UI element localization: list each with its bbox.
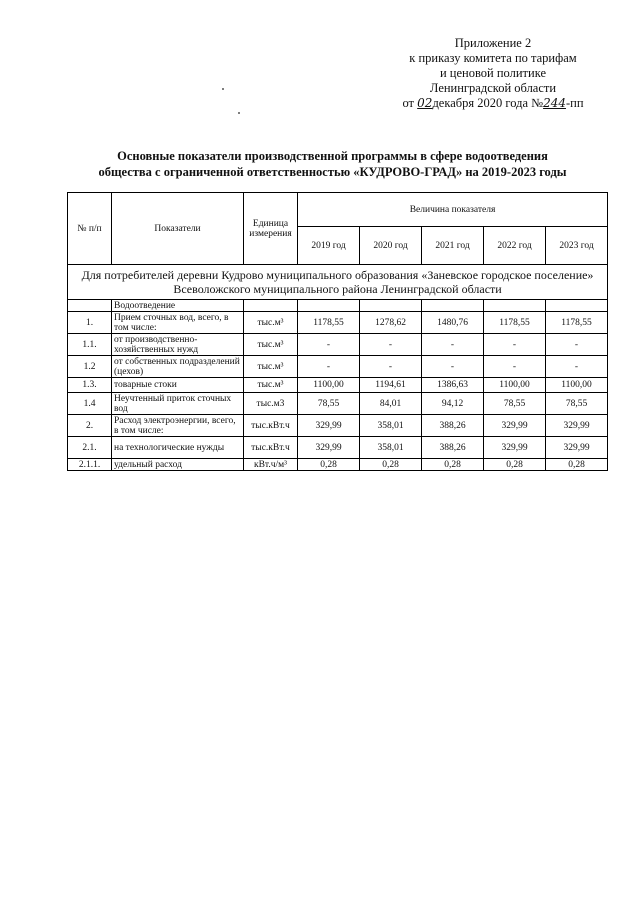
row-value: 388,26 <box>422 415 484 437</box>
row-value: 329,99 <box>546 437 608 459</box>
row-value: - <box>546 356 608 378</box>
row-value: 1178,55 <box>484 312 546 334</box>
row-indicator: Расход электроэнергии, всего, в том числе: <box>112 415 244 437</box>
section-empty-cell <box>68 300 112 312</box>
row-value: 0,28 <box>422 459 484 471</box>
section-empty-cell <box>422 300 484 312</box>
row-unit: кВт.ч/м³ <box>244 459 298 471</box>
row-value: 0,28 <box>298 459 360 471</box>
header-year: 2020 год <box>360 227 422 265</box>
table-row <box>68 356 608 378</box>
row-indicator: на технологические нужды <box>112 437 244 459</box>
table-row <box>68 437 608 459</box>
table-row <box>68 393 608 415</box>
header-unit: Единица измерения <box>244 193 298 265</box>
row-value: 1100,00 <box>484 378 546 393</box>
row-value: 329,99 <box>484 415 546 437</box>
row-value: 0,28 <box>546 459 608 471</box>
title-line-2: общества с ограниченной ответственностью «КУДРОВО-ГРАД» на 2019-2023 годы <box>98 165 567 179</box>
row-indicator: Прием сточных вод, всего, в том числе: <box>112 312 244 334</box>
row-number: 1.2 <box>68 356 112 378</box>
section-empty-cell <box>298 300 360 312</box>
row-value: 1480,76 <box>422 312 484 334</box>
row-value: 329,99 <box>546 415 608 437</box>
date-middle: декабря 2020 года № <box>432 96 544 110</box>
row-value: - <box>360 356 422 378</box>
row-value: 84,01 <box>360 393 422 415</box>
row-unit: тыс.кВт.ч <box>244 437 298 459</box>
row-number: 1.3. <box>68 378 112 393</box>
annex-header <box>378 36 608 111</box>
section-empty-cell <box>360 300 422 312</box>
table-row <box>68 415 608 437</box>
row-value: 78,55 <box>298 393 360 415</box>
header-number: № п/п <box>68 193 112 265</box>
row-value: - <box>546 334 608 356</box>
table-row <box>68 459 608 471</box>
row-value: 1178,55 <box>298 312 360 334</box>
row-value: 78,55 <box>484 393 546 415</box>
handwritten-day: 02 <box>417 96 433 110</box>
section-empty-cell <box>484 300 546 312</box>
row-value: 94,12 <box>422 393 484 415</box>
row-value: 329,99 <box>298 437 360 459</box>
row-indicator: товарные стоки <box>112 378 244 393</box>
row-value: - <box>360 334 422 356</box>
row-unit: тыс.м3 <box>244 393 298 415</box>
document-title <box>60 148 605 180</box>
header-year: 2023 год <box>546 227 608 265</box>
row-value: 1386,63 <box>422 378 484 393</box>
speck-mark <box>238 112 240 114</box>
row-value: 1278,62 <box>360 312 422 334</box>
indicators-table <box>67 192 608 471</box>
row-number: 1. <box>68 312 112 334</box>
row-value: - <box>484 334 546 356</box>
consumer-group-caption: Для потребителей деревни Кудрово муниципального образования «Заневское городское поселение» Всеволожского муниципального района Ленинградской области <box>68 265 608 300</box>
row-value: 0,28 <box>360 459 422 471</box>
table-row <box>68 334 608 356</box>
row-indicator: от собственных подразделений (цехов) <box>112 356 244 378</box>
header-year: 2022 год <box>484 227 546 265</box>
header-year: 2019 год <box>298 227 360 265</box>
row-number: 2. <box>68 415 112 437</box>
row-number: 1.1. <box>68 334 112 356</box>
row-unit: тыс.м³ <box>244 312 298 334</box>
speck-mark <box>222 88 224 90</box>
row-indicator: от производственно-хозяйственных нужд <box>112 334 244 356</box>
table-body <box>68 312 608 471</box>
row-value: 1100,00 <box>298 378 360 393</box>
table-row <box>68 378 608 393</box>
row-value: - <box>298 356 360 378</box>
section-label: Водоотведение <box>112 300 244 312</box>
row-value: - <box>422 356 484 378</box>
order-suffix: -пп <box>565 96 584 110</box>
date-prefix: от <box>402 96 415 110</box>
row-number: 2.1. <box>68 437 112 459</box>
header-year: 2021 год <box>422 227 484 265</box>
row-value: 358,01 <box>360 415 422 437</box>
row-value: 1178,55 <box>546 312 608 334</box>
header-value: Величина показателя <box>298 193 608 227</box>
section-empty-cell <box>244 300 298 312</box>
row-indicator: Неучтенный приток сточных вод <box>112 393 244 415</box>
header-indicator: Показатели <box>112 193 244 265</box>
annex-title: Приложение 2 <box>454 36 532 50</box>
table-row <box>68 312 608 334</box>
row-value: 329,99 <box>484 437 546 459</box>
row-unit: тыс.кВт.ч <box>244 415 298 437</box>
row-unit: тыс.м³ <box>244 356 298 378</box>
row-value: - <box>484 356 546 378</box>
row-indicator: удельный расход <box>112 459 244 471</box>
annex-line-2: к приказу комитета по тарифам <box>409 51 577 65</box>
row-number: 1.4 <box>68 393 112 415</box>
handwritten-order-number: 244 <box>543 96 566 110</box>
section-empty-cell <box>546 300 608 312</box>
row-value: 388,26 <box>422 437 484 459</box>
row-value: 0,28 <box>484 459 546 471</box>
annex-line-4: Ленинградской области <box>429 81 557 95</box>
row-value: - <box>298 334 360 356</box>
row-unit: тыс.м³ <box>244 334 298 356</box>
row-value: 329,99 <box>298 415 360 437</box>
row-value: 1194,61 <box>360 378 422 393</box>
row-unit: тыс.м³ <box>244 378 298 393</box>
row-number: 2.1.1. <box>68 459 112 471</box>
annex-date-line <box>378 96 608 111</box>
row-value: 358,01 <box>360 437 422 459</box>
row-value: 78,55 <box>546 393 608 415</box>
title-line-1: Основные показатели производственной программы в сфере водоотведения <box>117 149 548 163</box>
row-value: 1100,00 <box>546 378 608 393</box>
annex-line-3: и ценовой политике <box>439 66 547 80</box>
row-value: - <box>422 334 484 356</box>
